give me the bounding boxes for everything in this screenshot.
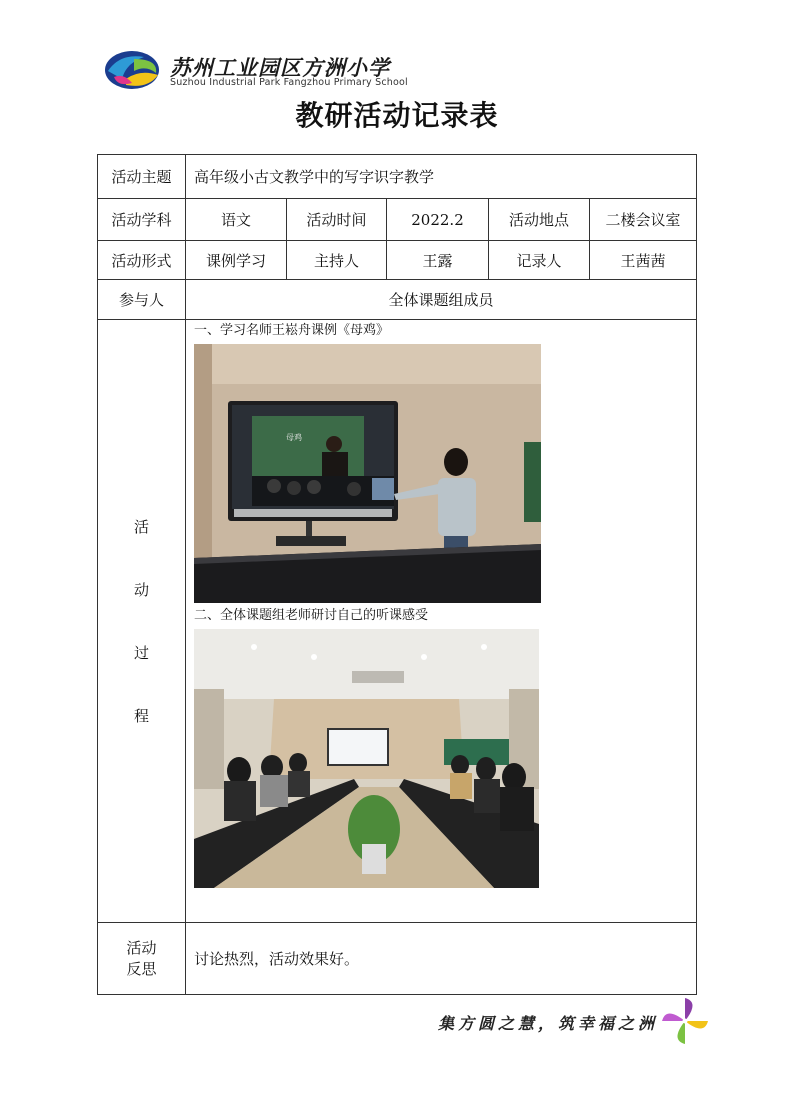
record-table (97, 154, 697, 995)
school-name-en: Suzhou Industrial Park Fangzhou Primary School (170, 77, 408, 88)
form-row (98, 241, 697, 280)
subject-value: 语文 (186, 199, 287, 241)
time-label: 活动时间 (287, 199, 387, 241)
process-item-2: 二、全体课题组老师研讨自己的听课感受 (194, 608, 429, 623)
time-value: 2022.2 (387, 199, 489, 241)
topic-row (98, 155, 697, 199)
process-content (186, 320, 697, 923)
subject-label: 活动学科 (98, 199, 186, 241)
form-label: 活动形式 (98, 241, 186, 280)
form-value: 课例学习 (186, 241, 287, 280)
process-row (98, 320, 697, 923)
process-label (98, 320, 186, 923)
document-title: 教研活动记录表 (295, 99, 499, 132)
participants-value: 全体课题组成员 (186, 280, 697, 320)
process-label-char: 过 (133, 644, 149, 662)
place-label: 活动地点 (489, 199, 590, 241)
screen-title: 母鸡 (286, 433, 302, 442)
participants-row (98, 280, 697, 320)
host-value: 王露 (387, 241, 489, 280)
pinwheel-icon (660, 996, 710, 1046)
meeting-photo (194, 629, 539, 888)
school-slogan: 集方圆之慧，筑幸福之洲 (438, 1014, 659, 1033)
place-value: 二楼会议室 (590, 199, 697, 241)
reflection-label (98, 923, 186, 995)
reflection-row (98, 923, 697, 995)
recorder-label: 记录人 (489, 241, 590, 280)
process-label-char: 动 (133, 581, 149, 599)
topic-label: 活动主题 (98, 155, 186, 199)
host-label: 主持人 (287, 241, 387, 280)
process-label-char: 程 (133, 707, 149, 725)
topic-value: 高年级小古文教学中的写字识字教学 (186, 155, 697, 199)
recorder-value: 王茜茜 (590, 241, 697, 280)
process-label-char: 活 (133, 518, 149, 536)
process-item-1: 一、学习名师王崧舟课例《母鸡》 (194, 323, 390, 338)
school-logo (104, 49, 160, 91)
reflection-label-line1: 活动 (126, 938, 157, 957)
reflection-value: 讨论热烈，活动效果好。 (186, 923, 697, 995)
school-name-cn: 苏州工业园区方洲小学 (170, 55, 390, 80)
subject-row (98, 199, 697, 241)
reflection-label-line2: 反思 (126, 959, 157, 978)
participants-label: 参与人 (98, 280, 186, 320)
lesson-video-photo (194, 344, 541, 603)
